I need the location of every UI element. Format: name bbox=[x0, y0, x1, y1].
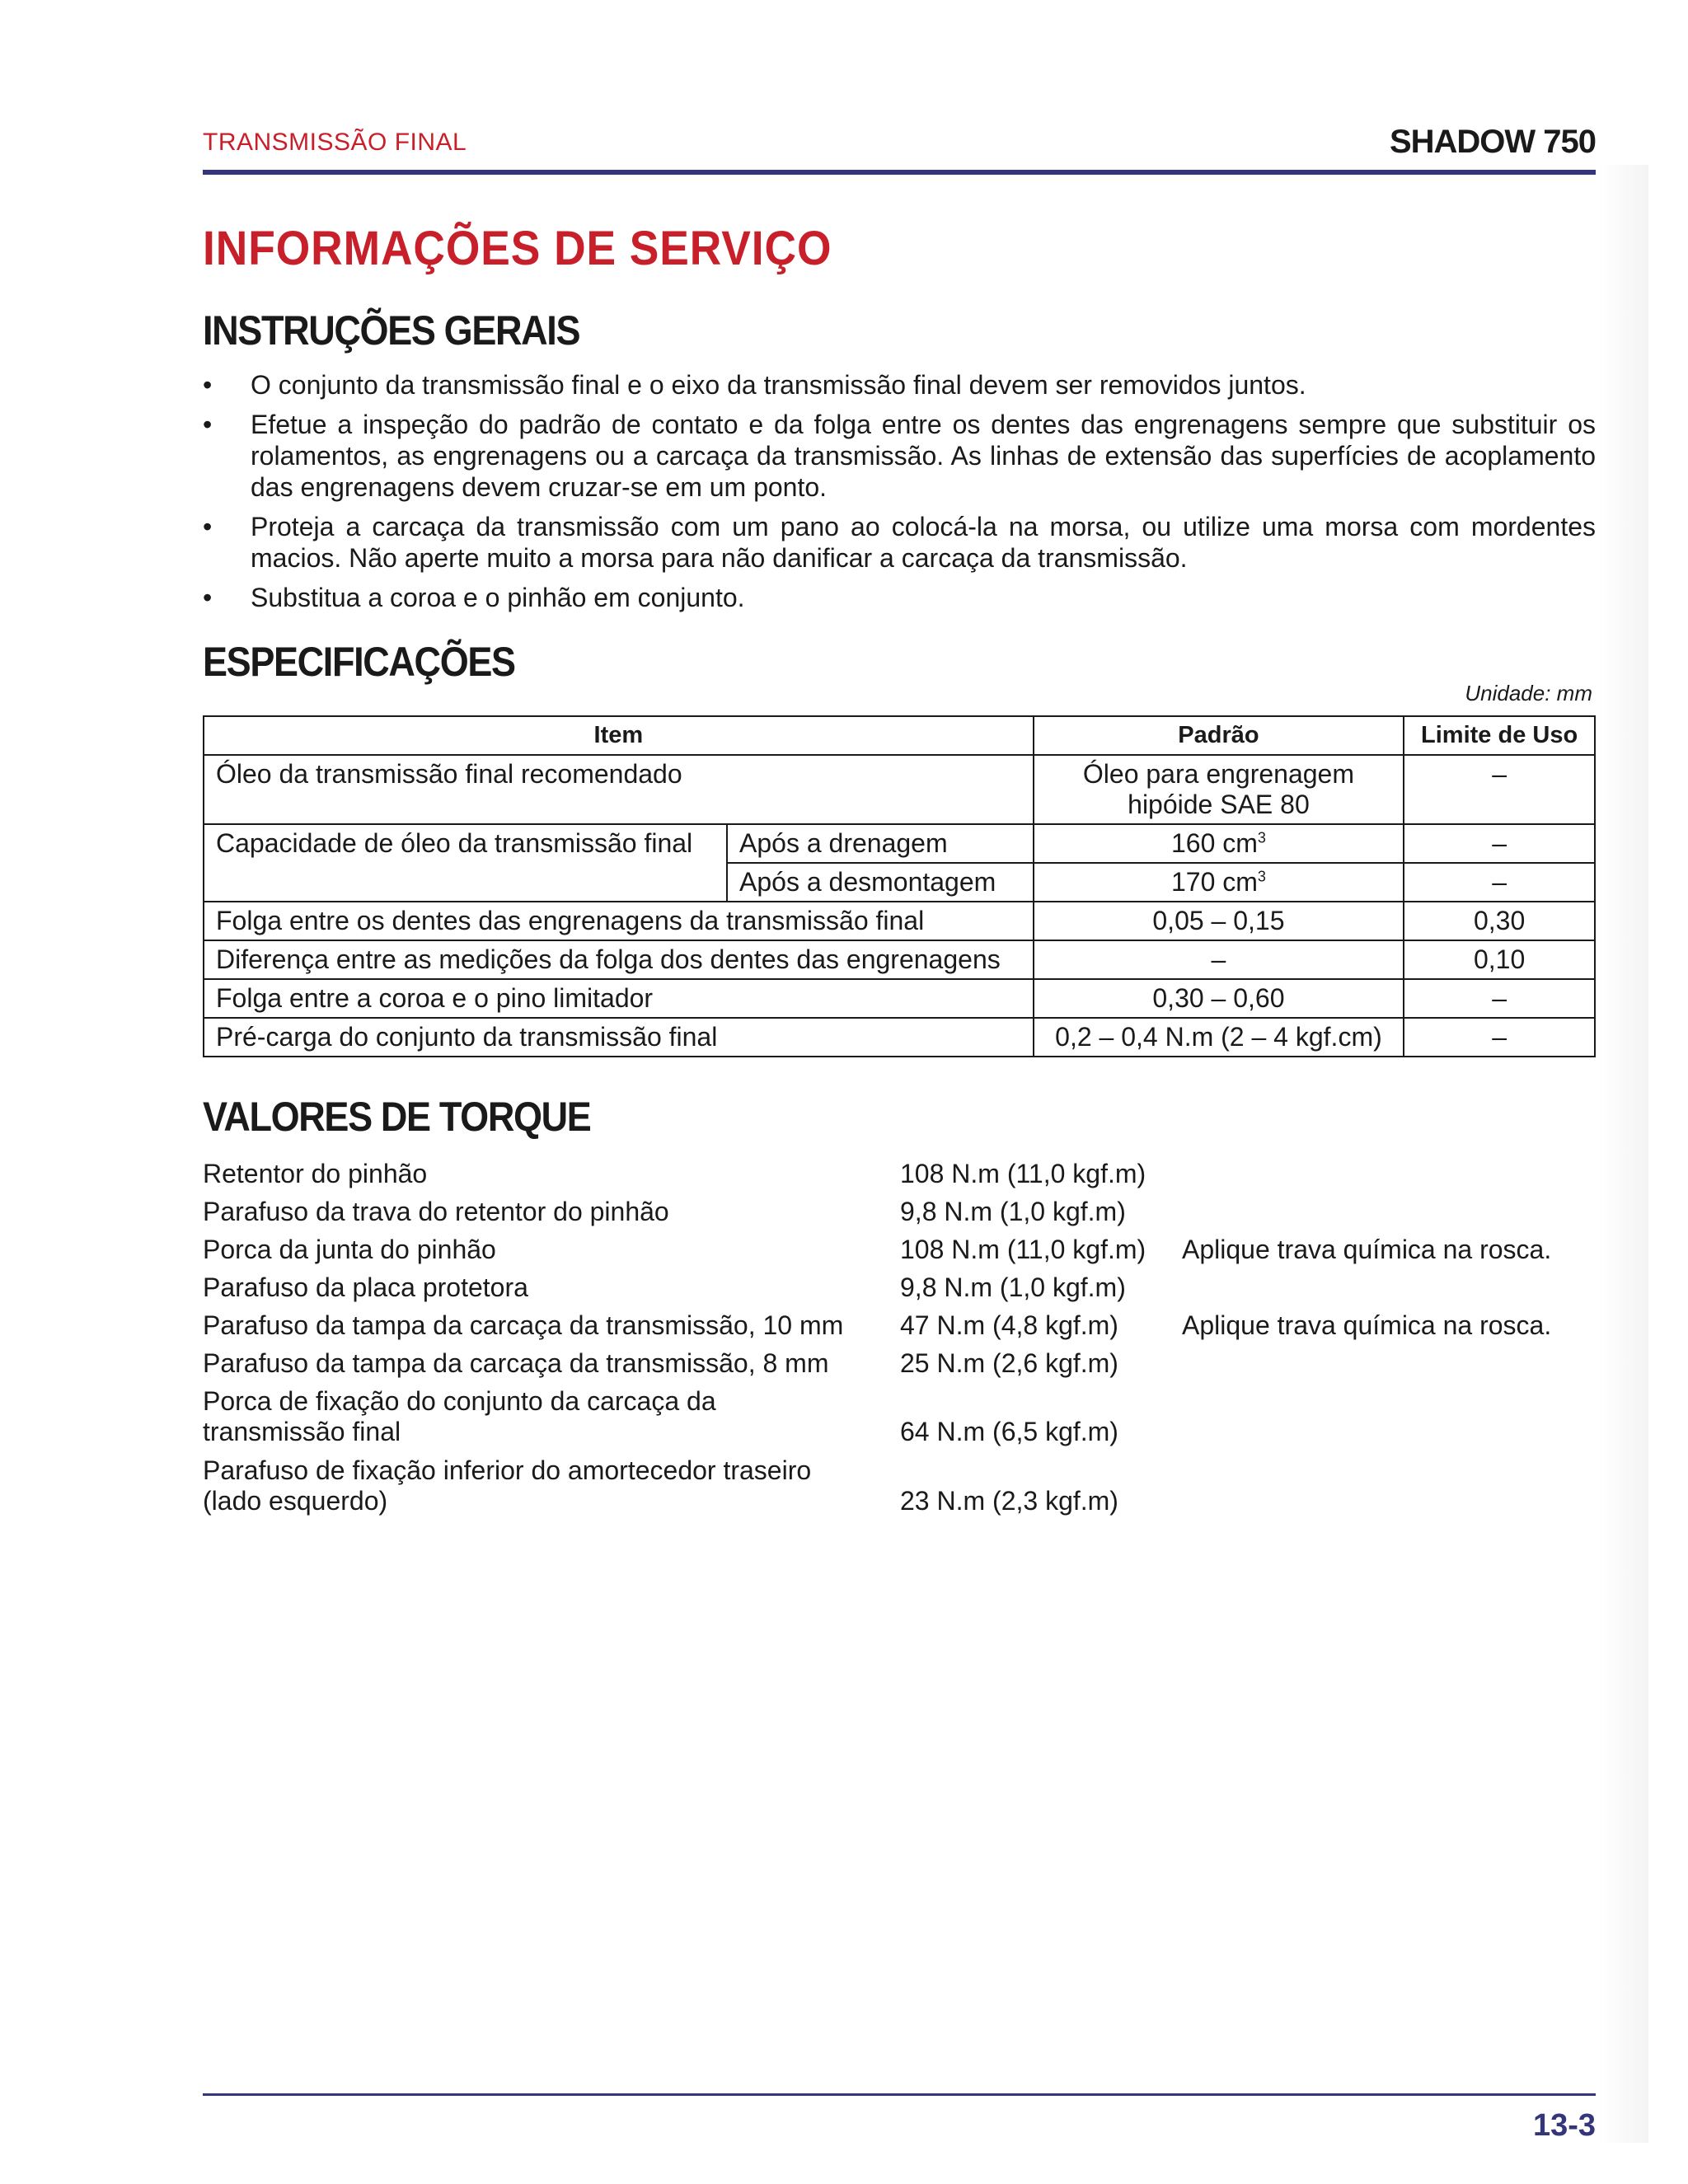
page-title: INFORMAÇÕES DE SERVIÇO bbox=[203, 222, 832, 275]
list-item: • Proteja a carcaça da transmissão com um pano ao colocá-la na morsa, ou utilize uma morsa com mordentes macios. Não aperte muito a morsa para não danificar a carcaça da transmissão. bbox=[203, 512, 1596, 573]
list-item: • Efetue a inspeção do padrão de contato e da folga entre os dentes das engrenagens sempre que substituir os rolamentos, as engrenagens ou a carcaça da transmissão. As linhas de extensão das superfícies de acoplamento das engrenagens devem cruzar-se em um ponto. bbox=[203, 410, 1596, 502]
limit-cell: – bbox=[1404, 979, 1595, 1018]
column-header-standard: Padrão bbox=[1034, 716, 1404, 755]
bullet-icon: • bbox=[203, 512, 213, 541]
standard-cell: 0,05 – 0,15 bbox=[1034, 902, 1404, 940]
standard-cell: 0,2 – 0,4 N.m (2 – 4 kgf.cm) bbox=[1034, 1018, 1404, 1057]
item-cell: Óleo da transmissão final recomendado bbox=[204, 755, 1034, 824]
torque-value: 25 N.m (2,6 kgf.m) bbox=[900, 1348, 1118, 1378]
standard-cell: 160 $cm^3$ bbox=[1034, 824, 1404, 863]
table-row bbox=[204, 902, 1595, 940]
torque-label: Parafuso da placa protetora bbox=[203, 1272, 528, 1302]
standard-cell: 170 $cm^3$ bbox=[1034, 863, 1404, 902]
item-cell: Capacidade de óleo da transmissão final bbox=[204, 824, 727, 902]
torque-value: 23 N.m (2,3 kgf.m) bbox=[900, 1486, 1118, 1516]
item-cell: Diferença entre as medições da folga dos dentes das engrenagens bbox=[204, 940, 1034, 979]
torque-label: Parafuso da tampa da carcaça da transmissão, 10 mm bbox=[203, 1310, 844, 1340]
torque-value: 108 N.m (11,0 kgf.m) bbox=[900, 1159, 1146, 1188]
torque-value: 108 N.m (11,0 kgf.m) bbox=[900, 1235, 1146, 1264]
limit-cell: 0,10 bbox=[1404, 940, 1595, 979]
table-row bbox=[204, 979, 1595, 1018]
bullet-icon: • bbox=[203, 370, 213, 400]
torque-label: Parafuso da trava do retentor do pinhão bbox=[203, 1197, 669, 1226]
torque-note: Aplique trava química na rosca. bbox=[1182, 1235, 1552, 1264]
specifications-table bbox=[203, 715, 1596, 1057]
unit-label: Unidade: mm bbox=[1465, 681, 1592, 705]
general-instructions-heading: INSTRUÇÕES GERAIS bbox=[203, 307, 580, 354]
torque-value: 9,8 N.m (1,0 kgf.m) bbox=[900, 1197, 1126, 1226]
list-item: • O conjunto da transmissão final e o eixo da transmissão final devem ser removidos juntos. bbox=[203, 370, 1306, 400]
limit-cell: – bbox=[1404, 755, 1595, 824]
header-rule bbox=[203, 170, 1596, 175]
table-header-row bbox=[204, 716, 1595, 755]
table-row bbox=[204, 1018, 1595, 1057]
limit-cell: 0,30 bbox=[1404, 902, 1595, 940]
list-item: • Substitua a coroa e o pinhão em conjunto. bbox=[203, 583, 745, 612]
torque-label: Porca da junta do pinhão bbox=[203, 1235, 496, 1264]
torque-value: 9,8 N.m (1,0 kgf.m) bbox=[900, 1272, 1126, 1302]
torque-label: Parafuso de fixação inferior do amortecedor traseiro (lado esquerdo) bbox=[203, 1455, 812, 1516]
table-row bbox=[204, 824, 1595, 863]
table-row bbox=[204, 940, 1595, 979]
general-instructions-list bbox=[203, 369, 1596, 621]
table-row bbox=[204, 755, 1595, 824]
column-header-limit: Limite de Uso bbox=[1404, 716, 1595, 755]
footer-rule bbox=[203, 2093, 1596, 2096]
torque-values-heading: VALORES DE TORQUE bbox=[203, 1094, 591, 1140]
item-cell: Folga entre os dentes das engrenagens da transmissão final bbox=[204, 902, 1034, 940]
limit-cell: – bbox=[1404, 863, 1595, 902]
standard-cell: – bbox=[1034, 940, 1404, 979]
bullet-icon: • bbox=[203, 583, 213, 612]
header-model-label: SHADOW 750 bbox=[1389, 124, 1596, 160]
specifications-heading: ESPECIFICAÇÕES bbox=[203, 639, 515, 685]
limit-cell: – bbox=[1404, 824, 1595, 863]
standard-cell: 0,30 – 0,60 bbox=[1034, 979, 1404, 1018]
torque-label: Porca de fixação do conjunto da carcaça da transmissão final bbox=[203, 1386, 716, 1446]
header-section-label: TRANSMISSÃO FINAL bbox=[203, 129, 467, 156]
item-cell: Folga entre a coroa e o pino limitador bbox=[204, 979, 1034, 1018]
column-header-item: Item bbox=[204, 716, 1034, 755]
torque-label: Retentor do pinhão bbox=[203, 1159, 428, 1188]
page-number: 13-3 bbox=[1532, 2108, 1596, 2143]
sub-item-cell: Após a drenagem bbox=[727, 824, 1034, 863]
bullet-icon: • bbox=[203, 410, 213, 439]
torque-value: 47 N.m (4,8 kgf.m) bbox=[900, 1310, 1118, 1340]
torque-note: Aplique trava química na rosca. bbox=[1182, 1310, 1552, 1340]
standard-cell: Óleo para engrenagem hipóide SAE 80 bbox=[1034, 755, 1404, 824]
sub-item-cell: Após a desmontagem bbox=[727, 863, 1034, 902]
torque-label: Parafuso da tampa da carcaça da transmissão, 8 mm bbox=[203, 1348, 829, 1378]
page-edge-shade bbox=[1599, 165, 1648, 2143]
item-cell: Pré-carga do conjunto da transmissão final bbox=[204, 1018, 1034, 1057]
torque-value: 64 N.m (6,5 kgf.m) bbox=[900, 1417, 1118, 1446]
limit-cell: – bbox=[1404, 1018, 1595, 1057]
